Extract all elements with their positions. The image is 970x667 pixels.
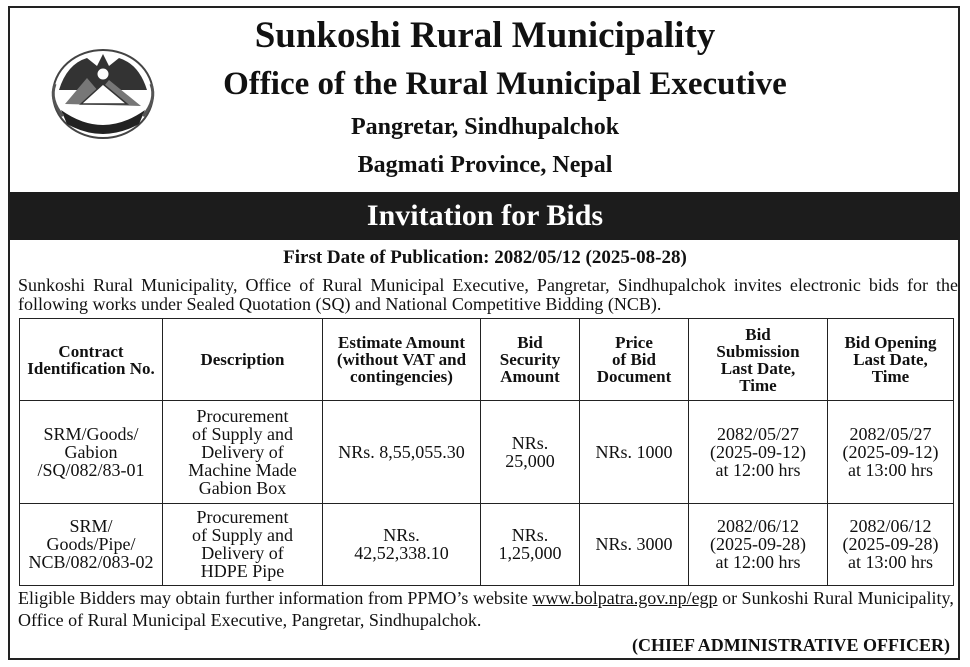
cell-estimate-amount: NRs. 42,52,338.10 — [323, 503, 481, 585]
municipality-title: Sunkoshi Rural Municipality — [254, 15, 716, 56]
address-line-2: Bagmati Province, Nepal — [357, 152, 613, 178]
footer-text-before: Eligible Bidders may obtain further information from PPMO’s website — [18, 588, 533, 608]
cell-contract-id: SRM/ Goods/Pipe/ NCB/082/083-02 — [20, 503, 163, 585]
publication-date: First Date of Publication: 2082/05/12 (2025-08-28) — [283, 247, 687, 268]
table-header-row — [20, 319, 954, 401]
cell-bid-security: NRs. 1,25,000 — [481, 503, 580, 585]
cell-opening-date: 2082/05/27 (2025-09-12) at 13:00 hrs — [828, 401, 954, 504]
cell-submission-date: 2082/06/12 (2025-09-28) at 12:00 hrs — [689, 503, 828, 585]
cell-estimate-amount: NRs. 8,55,055.30 — [323, 401, 481, 504]
cell-price-bid-document: NRs. 3000 — [580, 503, 689, 585]
cell-description: Procurement of Supply and Delivery of HDPE Pipe — [163, 503, 323, 585]
table-row — [20, 401, 954, 504]
cell-submission-date: 2082/05/27 (2025-09-12) at 12:00 hrs — [689, 401, 828, 504]
signature: (CHIEF ADMINISTRATIVE OFFICER) — [631, 635, 950, 655]
header-description: Description — [163, 319, 323, 401]
invitation-banner: Invitation for Bids — [10, 192, 960, 240]
ppmo-website-link[interactable]: www.bolpatra.gov.np/egp — [532, 588, 718, 608]
header-contract-id: Contract Identification No. — [20, 319, 163, 401]
address-line-1: Pangretar, Sindhupalchok — [350, 114, 620, 140]
office-title: Office of the Rural Municipal Executive — [223, 66, 787, 102]
cell-contract-id: SRM/Goods/ Gabion /SQ/082/83-01 — [20, 401, 163, 504]
table-row — [20, 503, 954, 585]
cell-description: Procurement of Supply and Delivery of Machine Made Gabion Box — [163, 401, 323, 504]
header-opening-date: Bid Opening Last Date, Time — [828, 319, 954, 401]
header-price-bid-document: Price of Bid Document — [580, 319, 689, 401]
intro-paragraph: Sunkoshi Rural Municipality, Office of Rural Municipal Executive, Pangretar, Sindhupalchok invites electronic bids for the following works under Sealed Quotation (SQ) and National Competitive Bidding (NCB). — [18, 275, 958, 314]
header-submission-date: Bid Submission Last Date, Time — [689, 319, 828, 401]
header-estimate-amount: Estimate Amount (without VAT and contingencies) — [323, 319, 481, 401]
cell-bid-security: NRs. 25,000 — [481, 401, 580, 504]
header-bid-security: Bid Security Amount — [481, 319, 580, 401]
cell-opening-date: 2082/06/12 (2025-09-28) at 13:00 hrs — [828, 503, 954, 585]
bids-table — [19, 318, 954, 586]
cell-price-bid-document: NRs. 1000 — [580, 401, 689, 504]
footer-text-after: or Sunkoshi Rural Municipality, Office of Rural Municipal Executive, Pangretar, Sindhupalchok. — [18, 588, 954, 630]
footer-paragraph — [18, 587, 958, 631]
